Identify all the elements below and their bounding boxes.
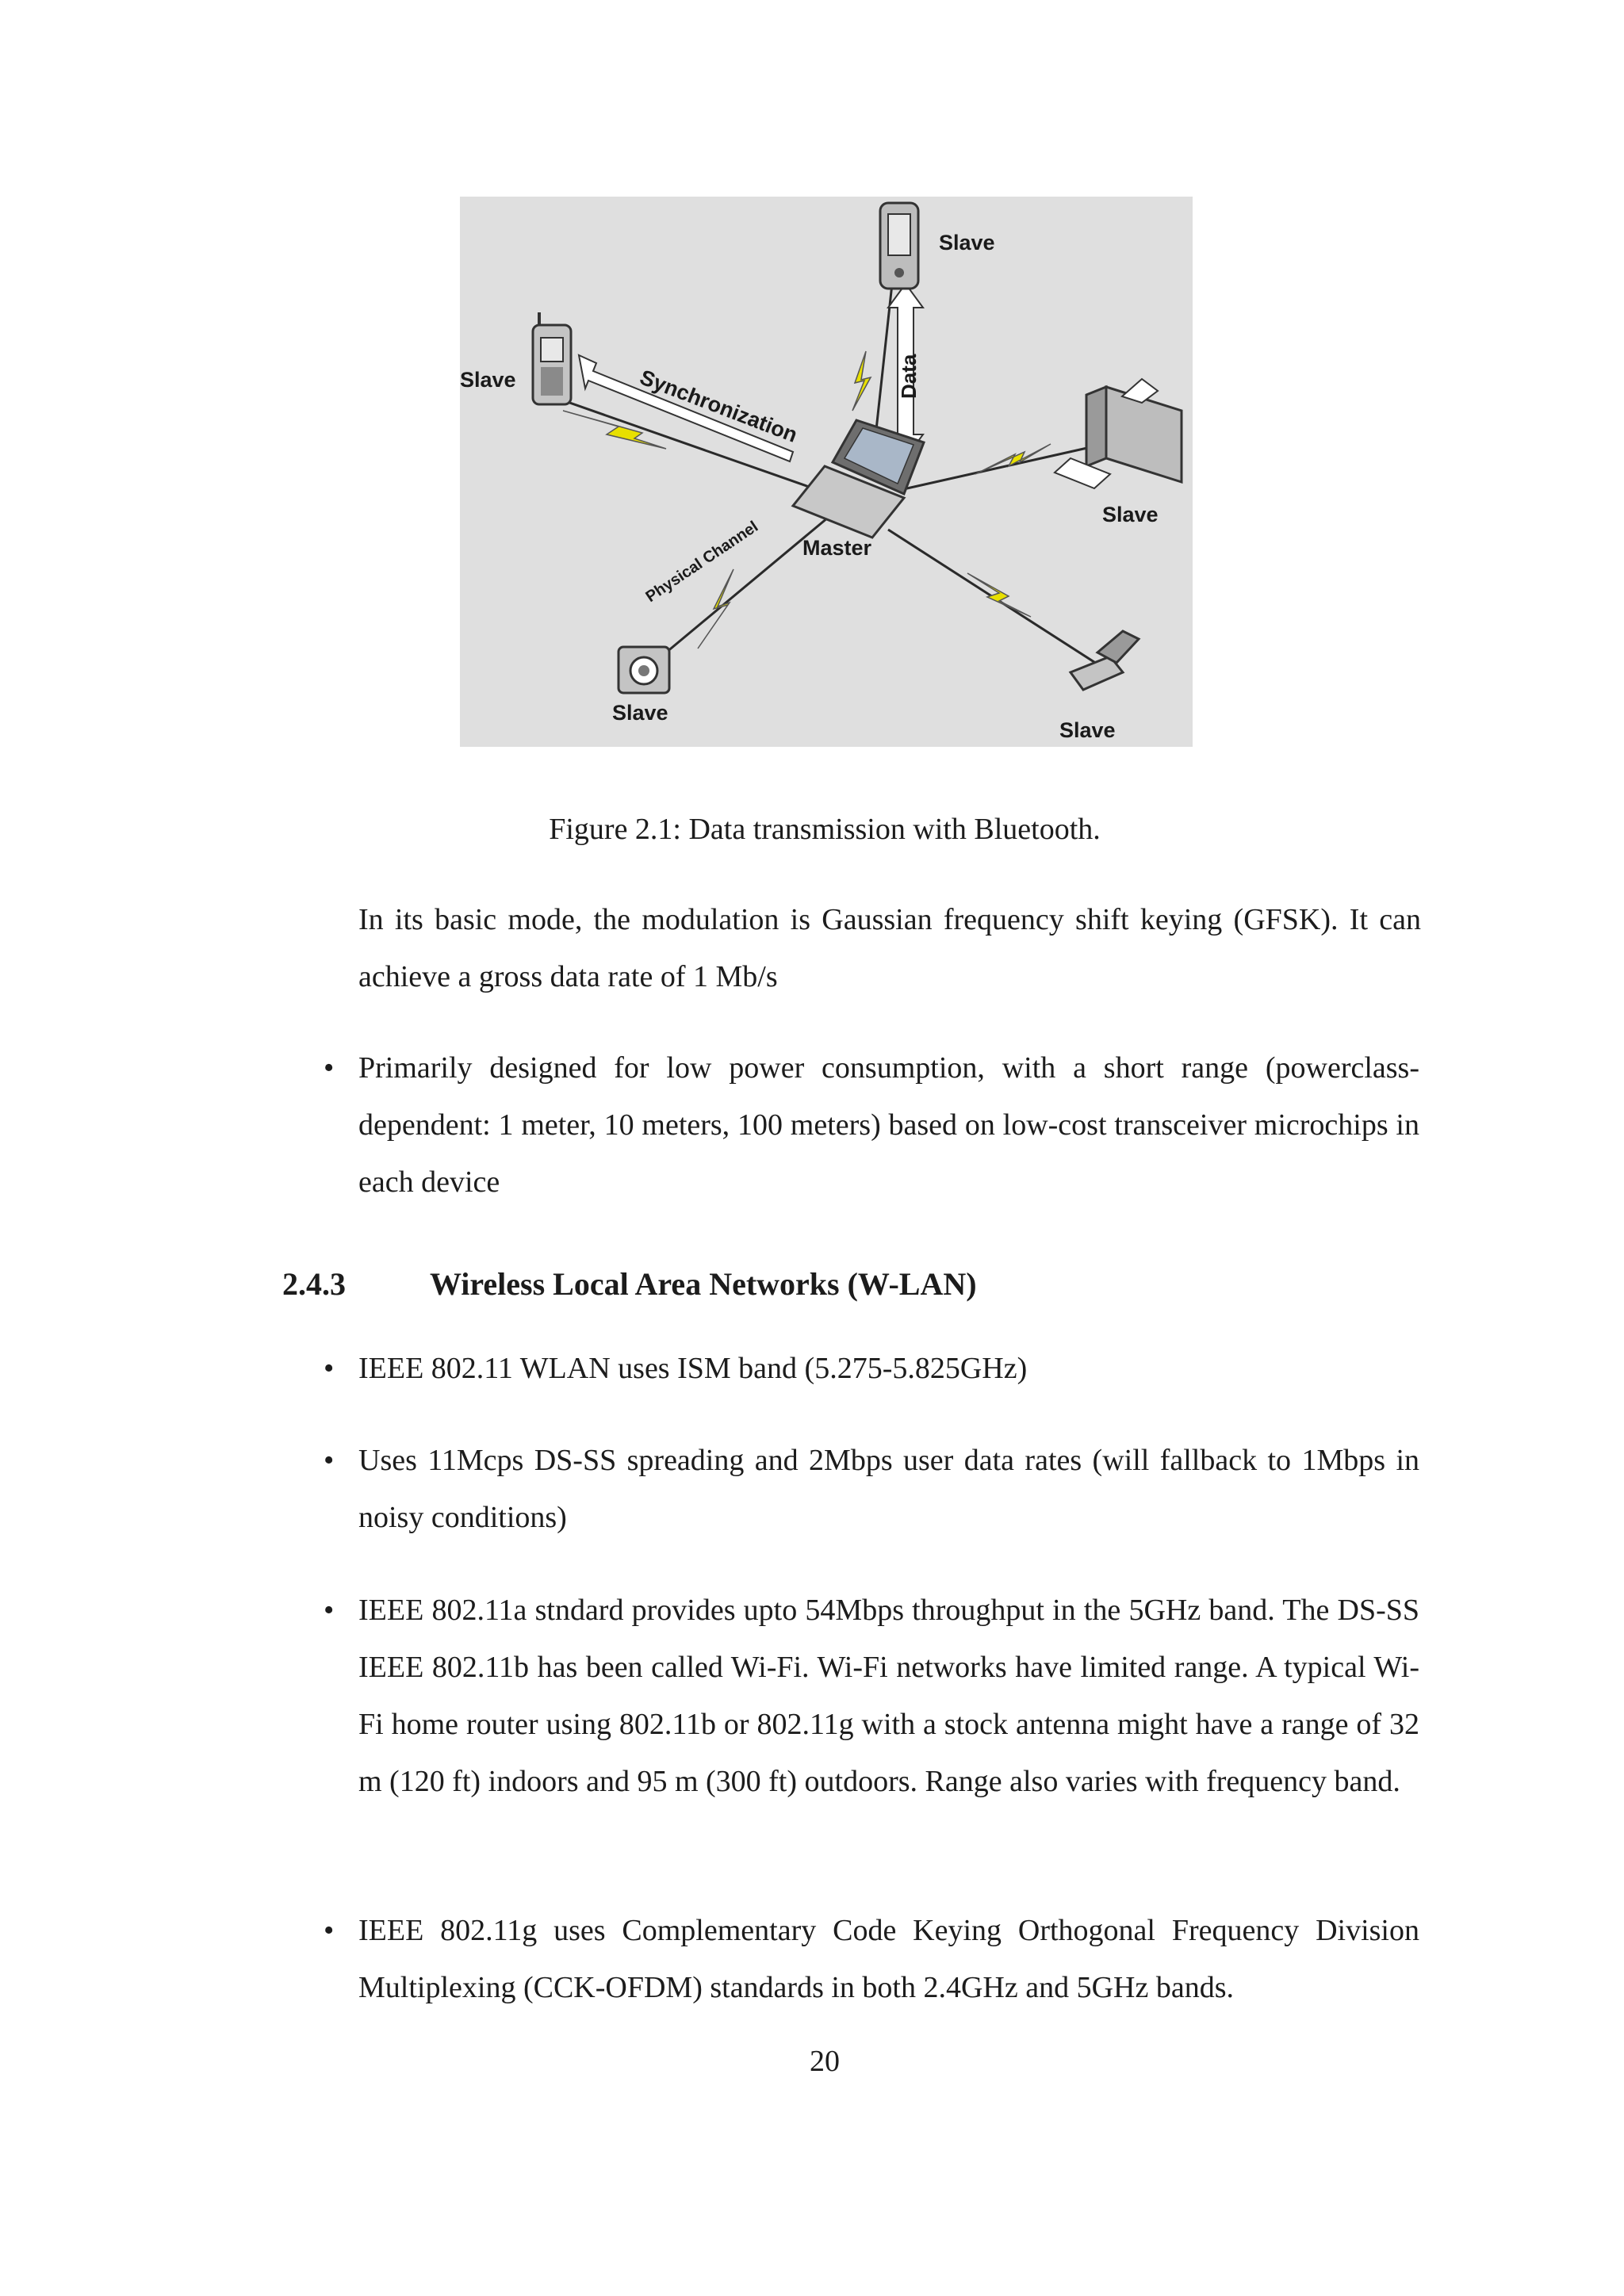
slave-top-label: Slave	[939, 231, 995, 254]
bullet-icon: •	[324, 1914, 335, 1947]
laptop-master-icon	[793, 420, 924, 538]
slave-bottom-left-label: Slave	[612, 701, 668, 725]
pda-icon	[880, 203, 918, 289]
link-left-slave	[547, 395, 841, 498]
master-label: Master	[802, 536, 872, 560]
printer-icon	[1055, 379, 1182, 488]
slave-right-label: Slave	[1102, 503, 1159, 526]
camera-icon	[619, 647, 669, 693]
flip-phone-icon	[1071, 631, 1139, 690]
bullet-icon: •	[324, 1444, 335, 1477]
list-item	[324, 1039, 1419, 1211]
bullet-text: IEEE 802.11g uses Complementary Code Keying Orthogonal Frequency Division Multiplexing (CCK-OFDM) standards in both 2.4GHz and 5GHz bands.	[358, 1914, 1419, 2004]
page-number: 20	[810, 2045, 840, 2078]
lightning-left-icon	[563, 411, 666, 449]
slave-left-label: Slave	[460, 368, 516, 392]
physical-channel-label: Physical Channel	[642, 518, 762, 607]
bullet-text: Uses 11Mcps DS-SS spreading and 2Mbps user data rates (will fallback to 1Mbps in noisy conditions)	[358, 1444, 1419, 1534]
list-item	[324, 1582, 1419, 1810]
bullet-icon: •	[324, 1594, 335, 1627]
data-label: Data	[897, 354, 921, 399]
section-number: 2.4.3	[282, 1266, 346, 1302]
list-item	[324, 1432, 1419, 1546]
bullet-icon: •	[324, 1352, 335, 1385]
figure-caption: Figure 2.1: Data transmission with Bluetooth.	[549, 813, 1101, 846]
intro-paragraph: In its basic mode, the modulation is Gaussian frequency shift keying (GFSK). It can achieve a gross data rate of 1 Mb/s	[358, 903, 1421, 993]
bluetooth-diagram	[460, 197, 1193, 747]
section-title: Wireless Local Area Networks (W-LAN)	[430, 1266, 977, 1302]
list-item	[324, 1340, 1419, 1397]
mobile-phone-icon	[533, 312, 571, 404]
lightning-bottom-left-icon	[698, 569, 733, 649]
bullet-text: Primarily designed for low power consumption, with a short range (powerclass-dependent: 1 meter, 10 meters, 100 meters) based on low-cost transceiver microchips in each device	[358, 1051, 1419, 1199]
lightning-top-icon	[852, 351, 871, 411]
bullet-icon: •	[324, 1051, 335, 1085]
bullet-text: IEEE 802.11a stndard provides upto 54Mbps throughput in the 5GHz band. The DS-SS IEEE 802.11b has been called Wi-Fi. Wi-Fi networks have limited range. A typical Wi-Fi home router using 802.11b or 802.11g with a stock antenna might have a range of 32 m (120 ft) indoors and 95 m (300 ft) outdoors. Range also varies with frequency band.	[358, 1594, 1419, 1798]
list-item	[324, 1902, 1419, 2016]
bluetooth-figure	[460, 197, 1193, 747]
bullet-text: IEEE 802.11 WLAN uses ISM band (5.275-5.825GHz)	[358, 1352, 1028, 1385]
synchronization-label: Synchronization	[636, 365, 801, 447]
lightning-bottom-right-icon	[967, 573, 1031, 617]
slave-bottom-right-label: Slave	[1059, 718, 1116, 742]
